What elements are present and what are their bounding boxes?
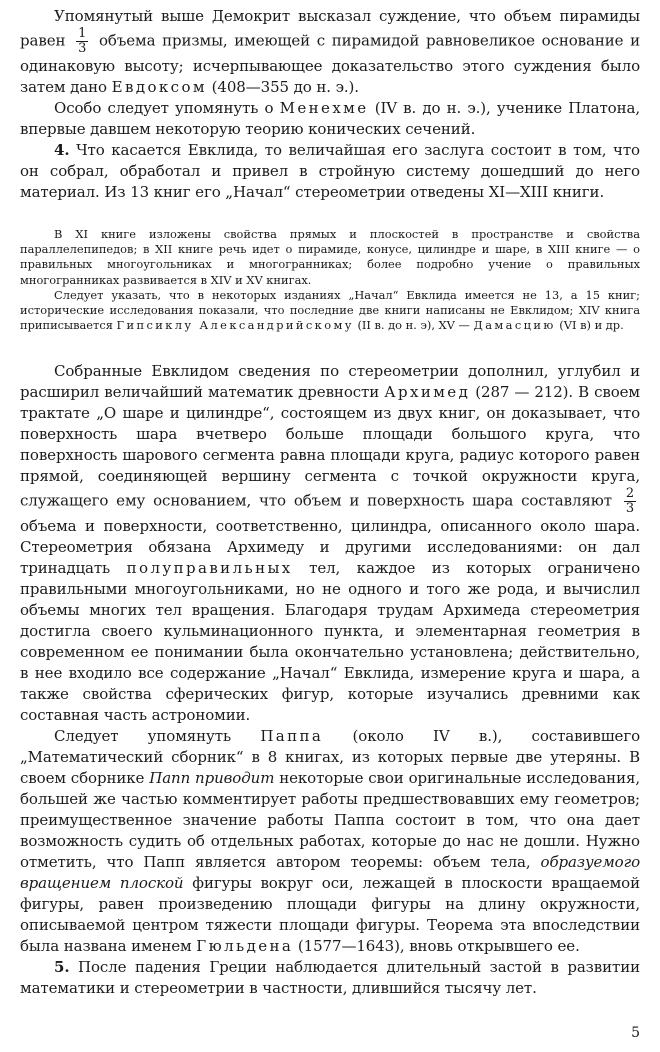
note-editions (20, 288, 640, 334)
paragraph-decline (20, 957, 640, 999)
term-semiregular: полуправильных (126, 559, 293, 578)
text: (1577—1643), вновь открывшего ее. (297, 937, 580, 956)
text: (II в. до н. э), XV — (357, 318, 470, 333)
name-eudoxus: Евдоксом (111, 78, 207, 96)
fraction-numerator: 2 (625, 486, 634, 502)
paragraph-euclid (20, 140, 640, 203)
text: Следует упомянуть (54, 727, 232, 746)
section-number: 4. (54, 141, 70, 159)
text: (около IV в.), составившего „Математический сборник“ в 8 книгах, из которых первые две утеряны. В своем сборнике (20, 727, 641, 788)
fraction-numerator: 1 (78, 26, 87, 41)
paragraph-menaechmus (20, 98, 640, 140)
name-guldin: Гюльдена (196, 937, 294, 956)
text: (IV в. до н. э.), ученике Платона, впервые давшем некоторую теорию конических сечений. (20, 99, 640, 138)
name-pappus: Паппа (260, 727, 324, 746)
fraction-denominator: 3 (625, 501, 634, 517)
text: объема и поверхности, соответственно, цилиндра, описанного около шара. Стереометрия обязана Архимеду и другими исследованиями: он дал тринадцать (20, 517, 640, 578)
section-number: 5. (54, 958, 70, 977)
text: (287 — 212). В своем трактате „О шаре и цилиндре“, состоящем из двух книг, он доказывает, что поверхность шара вчетверо больше площади большого круга, что поверхность шарового сегмента равна площади круга, радиус которого равен прямой, соединяющей вершину сегмента с точкой окружности круга, служащего ему основанием, что объем и поверхность шара составляют (20, 383, 640, 510)
text: (VI в) и др. (559, 318, 624, 333)
page-body (20, 6, 640, 999)
text: объема призмы, имеющей с пирамидой равновеликое основание и одинаковую высоту; исчерпывающее доказательство этого суждения было затем дано (20, 31, 641, 96)
text: тел, каждое из которых ограничено правильными многоугольниками, но не одного и того же рода, и вычислил объемы многих тел вращения. Благодаря трудам Архимеда стереометрия достигла своего кульминационного пункта, и элементарная геометрия в современном ее понимании была окончательно установлена; действительно, в нее входило все содержание „Начал“ Евклида, измерение круга и шара, а также свойства сферических фигур, которые изучались древними как составная часть астрономии. (20, 559, 640, 725)
paragraph-democritus (20, 6, 640, 98)
text: фигуры вокруг оси, лежащей в плоскости вращаемой фигуры, равен произведению площади фигуры на длину окружности, описываемой центром тяжести площади фигуры. Теорема эта впоследствии была названа именем (20, 874, 641, 956)
text: некоторые свои оригинальные исследования, большей же частью комментирует работы предшествовавших ему геометров; преимущественное значение работы Паппа состоит в том, что она дает возможность судить об отдельных работах, которые до нас не дошли. Нужно отметить, что Папп является автором теоремы: объем тела, (20, 769, 640, 872)
italic-text: Папп приводит (149, 769, 275, 788)
text: Что касается Евклида, то величайшая его заслуга состоит в том, что он собрал, обработал и привел в стройную систему дошедший до него материал. Из 13 книг его „Начал“ стереометрии отведены XI—XIII книги. (20, 141, 640, 201)
name-hypsicles: Гипсиклу Александрийскому (116, 318, 354, 333)
text: Следует указать, что в некоторых изданиях „Начал“ Евклида имеется не 13, а 15 книг; исторические исследования показали, что последние две книги написаны не Евклидом; XIV книга приписывается (20, 287, 640, 333)
name-archimedes: Архимед (384, 383, 471, 402)
italic-text: образуемого вращением плоской (20, 853, 641, 893)
text: Особо следует упомянуть о (54, 99, 274, 117)
paragraph-pappus (20, 726, 640, 957)
fraction-one-third (76, 27, 88, 56)
paragraph-archimedes (20, 361, 640, 726)
fraction-two-thirds (624, 487, 636, 516)
text: (408—355 до н. э.). (211, 78, 359, 96)
note-books-contents: В XI книге изложены свойства прямых и плоскостей в пространстве и свойства параллелепипедов; в XII книге речь идет о пирамиде, конусе, цилиндре и шаре, в XIII книге — о правильных многоугольниках и многогранниках; более подробно учение о правильных многогранниках развивается в XIV и XV книгах. (20, 227, 640, 287)
fraction-denominator: 3 (78, 41, 87, 56)
text: Собранные Евклидом сведения по стереометрии дополнил, углубил и расширил величайший математик древности (20, 362, 640, 402)
text: Упомянутый выше Демокрит высказал суждение, что объем пирамиды равен (20, 7, 640, 50)
text: После падения Греции наблюдается длительный застой в развитии математики и стереометрии в частности, длившийся тысячу лет. (20, 958, 640, 998)
page-number: 5 (631, 1025, 640, 1041)
name-damascius: Дамасцию (473, 318, 556, 333)
name-menaechmus: Менехме (279, 99, 369, 117)
